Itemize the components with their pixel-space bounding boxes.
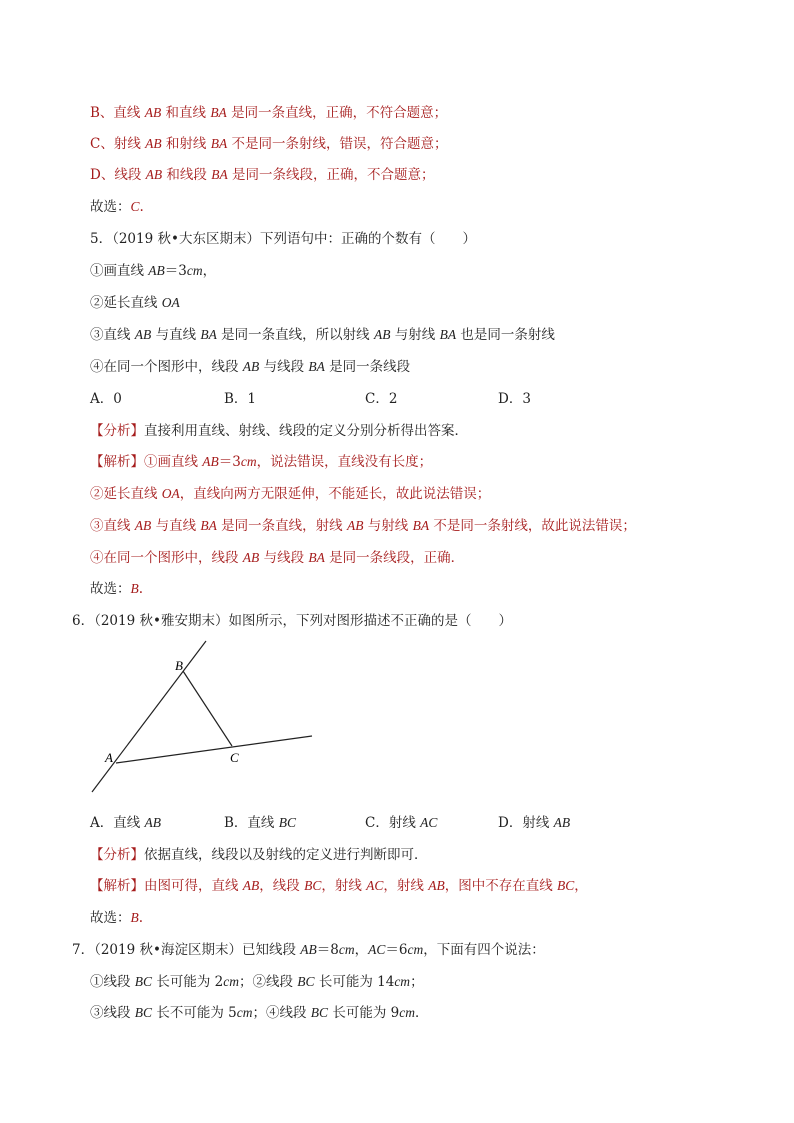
q5-statement-2: ②延长直线 OA [90,295,180,311]
q5-option-c: C．2 [365,391,398,407]
q6-figure [86,640,326,800]
q4-option-d-explanation: D、线段 AB 和线段 BA 是同一条线段，正确，不合题意； [90,167,435,183]
segment-bc [183,671,232,746]
label-c: C [230,750,239,765]
q5-stem: 5．（2019 秋•大东区期末）下列语句中：正确的个数有（ ） [90,231,476,247]
q6-option-d: D．射线 AB [498,815,571,831]
q5-solution-4: ④在同一个图形中，线段 AB 与线段 BA 是同一条线段，正确． [90,550,465,566]
q6-option-a: A．直线 AB [90,815,162,831]
label-a: A [105,750,113,765]
q4-option-c-explanation: C、射线 AB 和射线 BA 不是同一条射线，错误，符合题意； [90,136,448,152]
q5-answer: 故选：B. [90,581,144,597]
q5-statement-4: ④在同一个图形中，线段 AB 与线段 BA 是同一条线段 [90,359,411,375]
q5-option-d: D．3 [498,391,531,407]
q6-option-b: B．直线 BC [224,815,296,831]
q5-statement-3: ③直线 AB 与直线 BA 是同一条直线，所以射线 AB 与射线 BA 也是同一条射线 [90,327,555,343]
q5-option-a: A．0 [90,391,122,407]
q5-solution-2: ②延长直线 OA，直线向两方无限延伸，不能延长，故此说法错误； [90,486,491,502]
q6-analysis: 【分析】依据直线，线段以及射线的定义进行判断即可． [90,847,428,863]
ray-ac [116,736,312,763]
q7-stem: 7．（2019 秋•海淀区期末）已知线段 AB＝8cm，AC＝6cm，下面有四个说法： [72,942,545,958]
q4-option-b-explanation: B、直线 AB 和直线 BA 是同一条直线，正确，不符合题意； [90,105,448,121]
q6-stem: 6．（2019 秋•雅安期末）如图所示，下列对图形描述不正确的是（ ） [72,613,512,629]
q5-solution-3: ③直线 AB 与直线 BA 是同一条直线，射线 AB 与射线 BA 不是同一条射线，故此说法错误； [90,518,636,534]
q5-solution-1: 【解析】①画直线 AB＝3cm，说法错误，直线没有长度； [90,454,433,470]
label-b: B [175,658,183,673]
q6-solution: 【解析】由图可得，直线 AB，线段 BC，射线 AC，射线 AB，图中不存在直线 BC， [90,878,588,894]
q5-analysis: 【分析】直接利用直线、射线、线段的定义分别分析得出答案． [90,423,468,439]
q7-statements-1-2: ①线段 BC 长可能为 2cm；②线段 BC 长可能为 14cm； [90,974,424,990]
q5-option-b: B．1 [224,391,257,407]
q4-answer: 故选：C. [90,199,144,215]
q6-answer: 故选：B. [90,910,144,926]
q6-option-c: C．射线 AC [365,815,438,831]
q7-statements-3-4: ③线段 BC 长不可能为 5cm；④线段 BC 长可能为 9cm． [90,1005,429,1021]
line-ab [92,641,206,792]
q5-statement-1: ①画直线 AB＝3cm， [90,263,217,279]
